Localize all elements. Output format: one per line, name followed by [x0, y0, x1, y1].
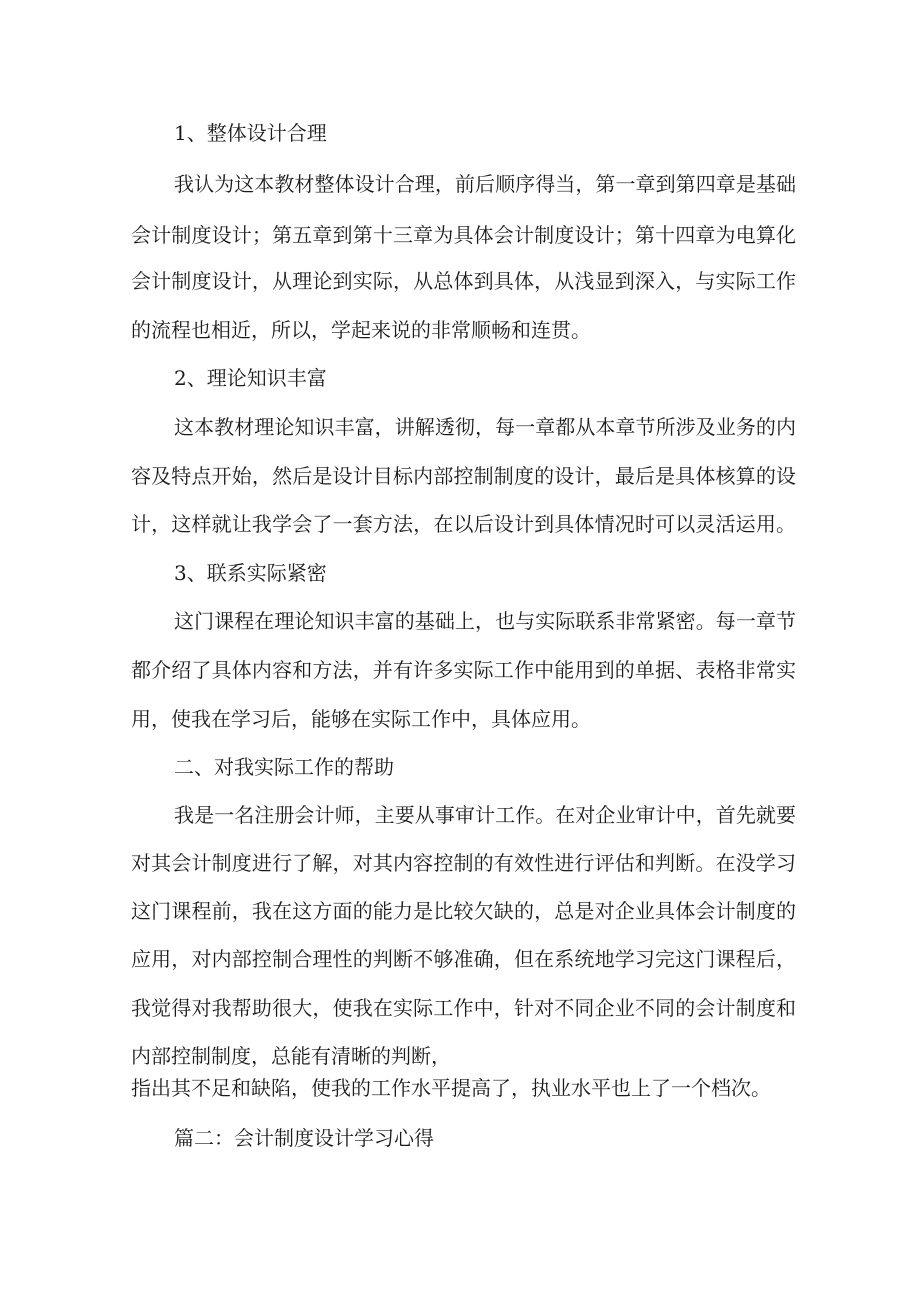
paragraph-line: 这门课程在理论知识丰富的基础上，也与实际联系非常紧密。每一章节 [174, 609, 796, 633]
article-two-title: 篇二：会计制度设计学习心得 [174, 1126, 434, 1150]
heading-design: 1、整体设计合理 [174, 121, 327, 145]
paragraph-line: 的流程也相近，所以，学起来说的非常顺畅和连贯。 [131, 318, 591, 342]
paragraph-line: 我认为这本教材整体设计合理，前后顺序得当，第一章到第四章是基础 [174, 172, 796, 196]
paragraph-line: 这本教材理论知识丰富，讲解透彻，每一章都从本章节所涉及业务的内 [174, 415, 796, 439]
heading-theory: 2、理论知识丰富 [174, 366, 327, 390]
paragraph-line: 这门课程前，我在这方面的能力是比较欠缺的，总是对企业具体会计制度的 [131, 899, 796, 923]
paragraph-line: 会计制度设计，从理论到实际，从总体到具体，从浅显到深入，与实际工作 [131, 269, 796, 293]
paragraph-line: 用，使我在学习后，能够在实际工作中，具体应用。 [131, 707, 591, 731]
paragraph-line: 计，这样就让我学会了一套方法，在以后设计到具体情况时可以灵活运用。 [131, 512, 796, 536]
paragraph-line: 指出其不足和缺陷，使我的工作水平提高了，执业水平也上了一个档次。 [131, 1076, 771, 1100]
paragraph-line: 会计制度设计；第五章到第十三章为具体会计制度设计；第十四章为电算化 [131, 223, 796, 247]
paragraph-line: 对其会计制度进行了解，对其内容控制的有效性进行评估和判断。在没学习 [131, 851, 796, 875]
paragraph-line: 应用，对内部控制合理性的判断不够准确，但在系统地学习完这门课程后， [131, 947, 796, 971]
paragraph-line: 都介绍了具体内容和方法，并有许多实际工作中能用到的单据、表格非常实 [131, 658, 796, 682]
paragraph-line: 我是一名注册会计师，主要从事审计工作。在对企业审计中，首先就要 [174, 803, 796, 827]
paragraph-line: 容及特点开始，然后是设计目标内部控制制度的设计，最后是具体核算的设 [131, 464, 796, 488]
paragraph-line: 内部控制制度，总能有清晰的判断， [131, 1044, 451, 1068]
paragraph-line: 我觉得对我帮助很大，使我在实际工作中，针对不同企业不同的会计制度和 [131, 996, 796, 1020]
heading-work-help: 二、对我实际工作的帮助 [174, 755, 394, 779]
heading-practice: 3、联系实际紧密 [174, 561, 327, 585]
